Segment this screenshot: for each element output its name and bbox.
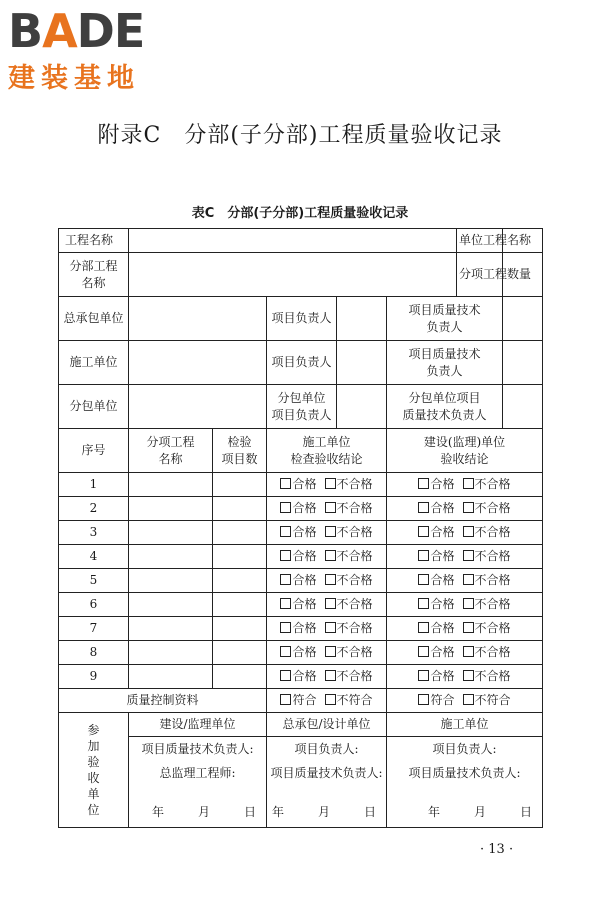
participants-char: 参: [87, 723, 100, 737]
row-batch-count[interactable]: [213, 665, 267, 689]
cu-manager-value[interactable]: [337, 341, 387, 385]
checkbox-icon: [280, 550, 291, 561]
col-header-batch: 检验 项目数: [213, 429, 267, 473]
fail-checkbox[interactable]: 不合格: [325, 525, 373, 539]
checkbox-icon: [280, 598, 291, 609]
checkbox-icon: [280, 574, 291, 585]
fail-checkbox[interactable]: 不合格: [325, 549, 373, 563]
unit-project-name-label: 单位工程名称: [457, 229, 503, 253]
checkbox-icon: [463, 670, 474, 681]
fail-checkbox[interactable]: 不合格: [463, 501, 511, 515]
table-row: [59, 641, 543, 665]
fail-checkbox[interactable]: 不合格: [463, 477, 511, 491]
checkbox-icon: [325, 526, 336, 537]
checkbox-icon: [280, 646, 291, 657]
pass-checkbox[interactable]: 合格: [418, 573, 454, 587]
pass-checkbox[interactable]: 合格: [418, 477, 454, 491]
general-contractor-value[interactable]: [129, 297, 267, 341]
checkbox-icon: [418, 478, 429, 489]
fail-checkbox[interactable]: 不合格: [463, 549, 511, 563]
checkbox-icon: [418, 574, 429, 585]
row-item-name[interactable]: [129, 617, 213, 641]
row-construction-result: [267, 545, 387, 569]
pass-checkbox[interactable]: 合格: [280, 525, 316, 539]
fail-checkbox[interactable]: 不合格: [463, 669, 511, 683]
pass-checkbox[interactable]: 合格: [418, 525, 454, 539]
sign-supervisor-head: 建设/监理单位: [129, 713, 267, 737]
checkbox-icon: [325, 622, 336, 633]
pass-checkbox[interactable]: 合格: [280, 501, 316, 515]
row-supervisor-result: [387, 665, 543, 689]
pass-checkbox[interactable]: 合格: [280, 597, 316, 611]
participants-char: 单: [87, 787, 100, 801]
pass-checkbox[interactable]: 合格: [280, 669, 316, 683]
checkbox-icon: [463, 526, 474, 537]
checkbox-icon: [418, 670, 429, 681]
logo-wordmark: BADE: [8, 4, 145, 58]
table-row: [59, 473, 543, 497]
fail-checkbox[interactable]: 不合格: [463, 573, 511, 587]
participants-char: 验: [87, 755, 100, 769]
logo-subtitle: 建装基地: [8, 63, 140, 94]
checkbox-icon: [463, 598, 474, 609]
pass-checkbox[interactable]: 合格: [418, 549, 454, 563]
conform-checkbox[interactable]: 符合: [280, 693, 316, 707]
row-supervisor-result: [387, 473, 543, 497]
row-supervisor-result: [387, 545, 543, 569]
row-supervisor-result: [387, 593, 543, 617]
fail-checkbox[interactable]: 不合格: [325, 621, 373, 635]
sub-project-name-value[interactable]: [129, 253, 457, 297]
row-supervisor-result: [387, 569, 543, 593]
sub-manager-label: 分包单位 项目负责人: [267, 385, 337, 429]
row-batch-count[interactable]: [213, 593, 267, 617]
pass-checkbox[interactable]: 合格: [418, 621, 454, 635]
checkbox-icon: [463, 574, 474, 585]
pass-checkbox[interactable]: 合格: [418, 597, 454, 611]
row-item-name[interactable]: [129, 593, 213, 617]
subcontractor-label: 分包单位: [59, 385, 129, 429]
pass-checkbox[interactable]: 合格: [280, 477, 316, 491]
row-batch-count[interactable]: [213, 545, 267, 569]
row-item-name[interactable]: [129, 497, 213, 521]
general-contractor-label: 总承包单位: [59, 297, 129, 341]
row-seq: 4: [59, 545, 129, 569]
participants-char: 加: [87, 739, 100, 753]
row-construction-result: [267, 497, 387, 521]
checkbox-icon: [325, 550, 336, 561]
checkbox-icon: [325, 598, 336, 609]
row-construction-result: [267, 593, 387, 617]
fail-checkbox[interactable]: 不合格: [463, 621, 511, 635]
col-header-item: 分项工程 名称: [129, 429, 213, 473]
row-batch-count[interactable]: [213, 521, 267, 545]
table-row: [59, 593, 543, 617]
fail-checkbox[interactable]: 不合格: [463, 645, 511, 659]
checkbox-icon: [463, 550, 474, 561]
pass-checkbox[interactable]: 合格: [280, 621, 316, 635]
checkbox-icon: [325, 478, 336, 489]
table-row: [59, 497, 543, 521]
date-line: 年 月 日: [427, 805, 532, 819]
table-row: [59, 521, 543, 545]
construction-unit-label: 施工单位: [59, 341, 129, 385]
construction-unit-value[interactable]: [129, 341, 267, 385]
row-item-name[interactable]: [129, 665, 213, 689]
participants-char: 位: [87, 803, 100, 817]
checkbox-icon: [280, 526, 291, 537]
checkbox-icon: [418, 694, 429, 705]
gc-manager-label: 项目负责人: [267, 297, 337, 341]
row-seq: 1: [59, 473, 129, 497]
row-seq: 3: [59, 521, 129, 545]
subcontractor-value[interactable]: [129, 385, 267, 429]
row-seq: 6: [59, 593, 129, 617]
nonconform-checkbox[interactable]: 不符合: [463, 693, 511, 707]
row-item-name[interactable]: [129, 521, 213, 545]
checkbox-icon: [280, 502, 291, 513]
row-batch-count[interactable]: [213, 617, 267, 641]
nonconform-checkbox[interactable]: 不符合: [325, 693, 373, 707]
row-item-name[interactable]: [129, 569, 213, 593]
row-batch-count[interactable]: [213, 641, 267, 665]
table-row: [59, 665, 543, 689]
cu-manager-label: 项目负责人: [267, 341, 337, 385]
gc-manager-value[interactable]: [337, 297, 387, 341]
fail-checkbox[interactable]: 不合格: [325, 597, 373, 611]
appendix-title: 附录C 分部(子分部)工程质量验收记录: [97, 123, 503, 148]
checkbox-icon: [463, 622, 474, 633]
table-row: [59, 569, 543, 593]
sign-construction-cell[interactable]: 项目负责人: 项目质量技术负责人: 年 月 日: [387, 737, 543, 828]
checkbox-icon: [325, 574, 336, 585]
date-line: 年 月 日: [151, 805, 256, 819]
sub-quality-value[interactable]: [503, 385, 543, 429]
cu-quality-label: 项目质量技术 负责人: [387, 341, 503, 385]
gc-quality-label: 项目质量技术 负责人: [387, 297, 503, 341]
checkbox-icon: [463, 694, 474, 705]
col-header-construction: 施工单位 检查验收结论: [267, 429, 387, 473]
checkbox-icon: [418, 502, 429, 513]
col-header-supervisor: 建设(监理)单位 验收结论: [387, 429, 543, 473]
row-item-name[interactable]: [129, 473, 213, 497]
row-seq: 8: [59, 641, 129, 665]
pass-checkbox[interactable]: 合格: [280, 549, 316, 563]
item-rows: [59, 473, 543, 689]
fail-checkbox[interactable]: 不合格: [463, 597, 511, 611]
row-construction-result: [267, 521, 387, 545]
checkbox-icon: [280, 478, 291, 489]
sign-construction-head: 施工单位: [387, 713, 543, 737]
checkbox-icon: [280, 622, 291, 633]
item-count-label: 分项工程数量: [457, 253, 503, 297]
pass-checkbox[interactable]: 合格: [418, 645, 454, 659]
row-batch-count[interactable]: [213, 497, 267, 521]
project-name-label: 工程名称: [59, 229, 129, 253]
row-supervisor-result: [387, 641, 543, 665]
date-line: 年 月 日: [271, 805, 376, 819]
fail-checkbox[interactable]: 不合格: [325, 669, 373, 683]
participants-label: [59, 713, 129, 828]
pass-checkbox[interactable]: 合格: [418, 501, 454, 515]
table-row: [59, 617, 543, 641]
row-seq: 2: [59, 497, 129, 521]
checkbox-icon: [325, 670, 336, 681]
checkbox-icon: [418, 646, 429, 657]
row-construction-result: [267, 641, 387, 665]
row-construction-result: [267, 473, 387, 497]
row-construction-result: [267, 569, 387, 593]
bade-logo: [8, 4, 145, 95]
conform-checkbox[interactable]: 符合: [418, 693, 454, 707]
table-row: [59, 545, 543, 569]
row-item-name[interactable]: [129, 641, 213, 665]
checkbox-icon: [325, 694, 336, 705]
checkbox-icon: [418, 550, 429, 561]
checkbox-icon: [463, 478, 474, 489]
pass-checkbox[interactable]: 合格: [280, 573, 316, 587]
gc-quality-value[interactable]: [503, 297, 543, 341]
cu-quality-value[interactable]: [503, 341, 543, 385]
checkbox-icon: [325, 502, 336, 513]
sub-project-name-label: 分部工程 名称: [59, 253, 129, 297]
table-caption: 表C 分部(子分部)工程质量验收记录: [191, 206, 409, 221]
row-seq: 9: [59, 665, 129, 689]
quality-docs-label: 质量控制资料: [59, 689, 267, 713]
sign-supervisor-cell[interactable]: 项目质量技术负责人: 总监理工程师: 年 月 日: [129, 737, 267, 828]
checkbox-icon: [463, 646, 474, 657]
quality-docs-construction: [267, 689, 387, 713]
row-supervisor-result: [387, 521, 543, 545]
fail-checkbox[interactable]: 不合格: [325, 477, 373, 491]
col-header-seq: 序号: [59, 429, 129, 473]
row-seq: 5: [59, 569, 129, 593]
pass-checkbox[interactable]: 合格: [280, 645, 316, 659]
checkbox-icon: [463, 502, 474, 513]
row-construction-result: [267, 665, 387, 689]
checkbox-icon: [418, 598, 429, 609]
fail-checkbox[interactable]: 不合格: [463, 525, 511, 539]
sub-quality-label: 分包单位项目 质量技术负责人: [387, 385, 503, 429]
pass-checkbox[interactable]: 合格: [418, 669, 454, 683]
fail-checkbox[interactable]: 不合格: [325, 573, 373, 587]
row-seq: 7: [59, 617, 129, 641]
project-name-value[interactable]: [129, 229, 457, 253]
row-construction-result: [267, 617, 387, 641]
checkbox-icon: [418, 622, 429, 633]
acceptance-record-table: [58, 228, 543, 828]
row-supervisor-result: [387, 497, 543, 521]
quality-docs-supervisor: [387, 689, 543, 713]
participants-char: 收: [87, 771, 100, 785]
checkbox-icon: [325, 646, 336, 657]
sign-general-head: 总承包/设计单位: [267, 713, 387, 737]
row-supervisor-result: [387, 617, 543, 641]
checkbox-icon: [280, 694, 291, 705]
checkbox-icon: [418, 526, 429, 537]
row-batch-count[interactable]: [213, 569, 267, 593]
fail-checkbox[interactable]: 不合格: [325, 645, 373, 659]
sub-manager-value[interactable]: [337, 385, 387, 429]
sign-general-cell[interactable]: 项目负责人: 项目质量技术负责人: 年 月 日: [267, 737, 387, 828]
row-batch-count[interactable]: [213, 473, 267, 497]
row-item-name[interactable]: [129, 545, 213, 569]
fail-checkbox[interactable]: 不合格: [325, 501, 373, 515]
checkbox-icon: [280, 670, 291, 681]
page-number: · 13 ·: [480, 842, 514, 857]
